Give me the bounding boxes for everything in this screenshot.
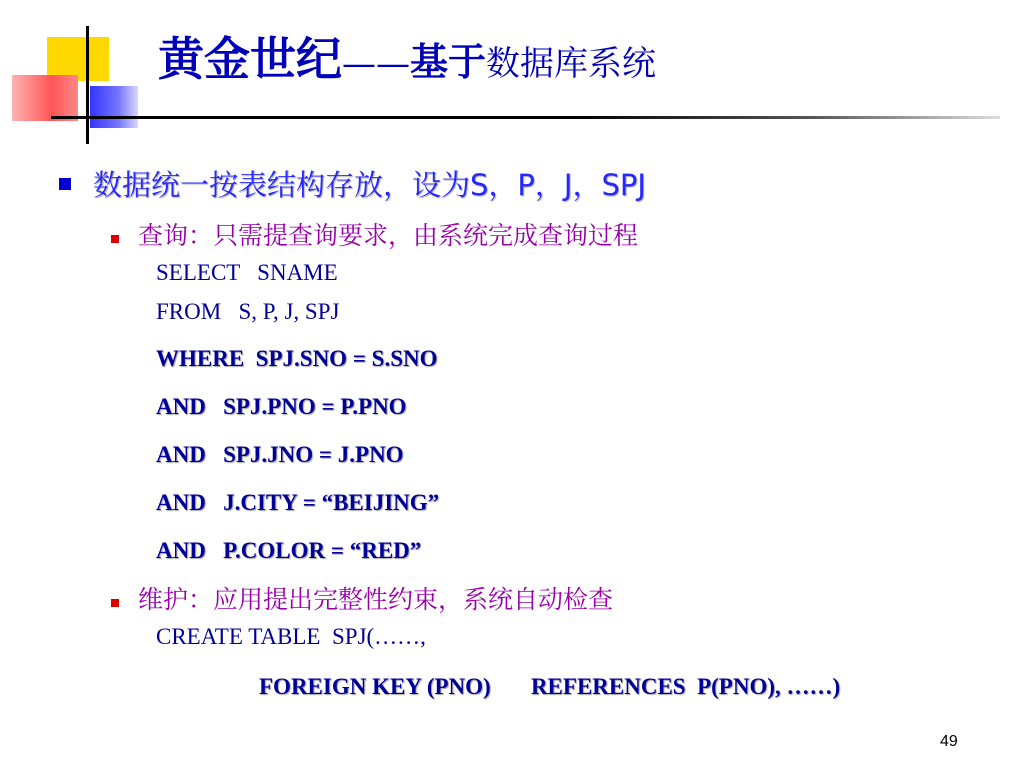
code-line: WHERE SPJ.SNO = S.SNO — [156, 346, 438, 371]
page-number: 49 — [940, 733, 958, 750]
slide-logo — [0, 0, 150, 150]
code-line: AND SPJ.JNO = J.PNO — [156, 442, 404, 467]
code-line: CREATE TABLE SPJ(……, — [156, 624, 426, 649]
bullet-square-icon — [59, 178, 71, 190]
title-underline — [51, 116, 1000, 119]
logo-vertical-line — [86, 26, 89, 144]
bullet-square-icon — [111, 235, 119, 243]
title-sub-bold: 基于 — [410, 40, 487, 84]
code-line: FOREIGN KEY (PNO) REFERENCES P(PNO), ……) — [259, 674, 841, 699]
title-dash: —— — [342, 44, 410, 84]
main-bullet-text: 数据统一按表结构存放，设为S，P，J，SPJ — [93, 168, 646, 202]
maintain-label: 维护：应用提出完整性约束，系统自动检查 — [138, 585, 614, 614]
code-line: AND SPJ.PNO = P.PNO — [156, 394, 407, 419]
logo-red-square — [12, 75, 78, 121]
code-line: AND J.CITY = “BEIJING” — [156, 490, 440, 515]
logo-blue-square — [90, 86, 138, 128]
query-label: 查询：只需提查询要求，由系统完成查询过程 — [138, 221, 639, 250]
title-sub-rest: 数据库系统 — [486, 44, 657, 84]
slide-title — [158, 32, 657, 86]
bullet-square-icon — [111, 599, 119, 607]
title-main: 黄金世纪 — [158, 32, 342, 86]
code-line: AND P.COLOR = “RED” — [156, 538, 422, 563]
code-line: FROM S, P, J, SPJ — [156, 299, 340, 324]
code-line: SELECT SNAME — [156, 260, 338, 285]
